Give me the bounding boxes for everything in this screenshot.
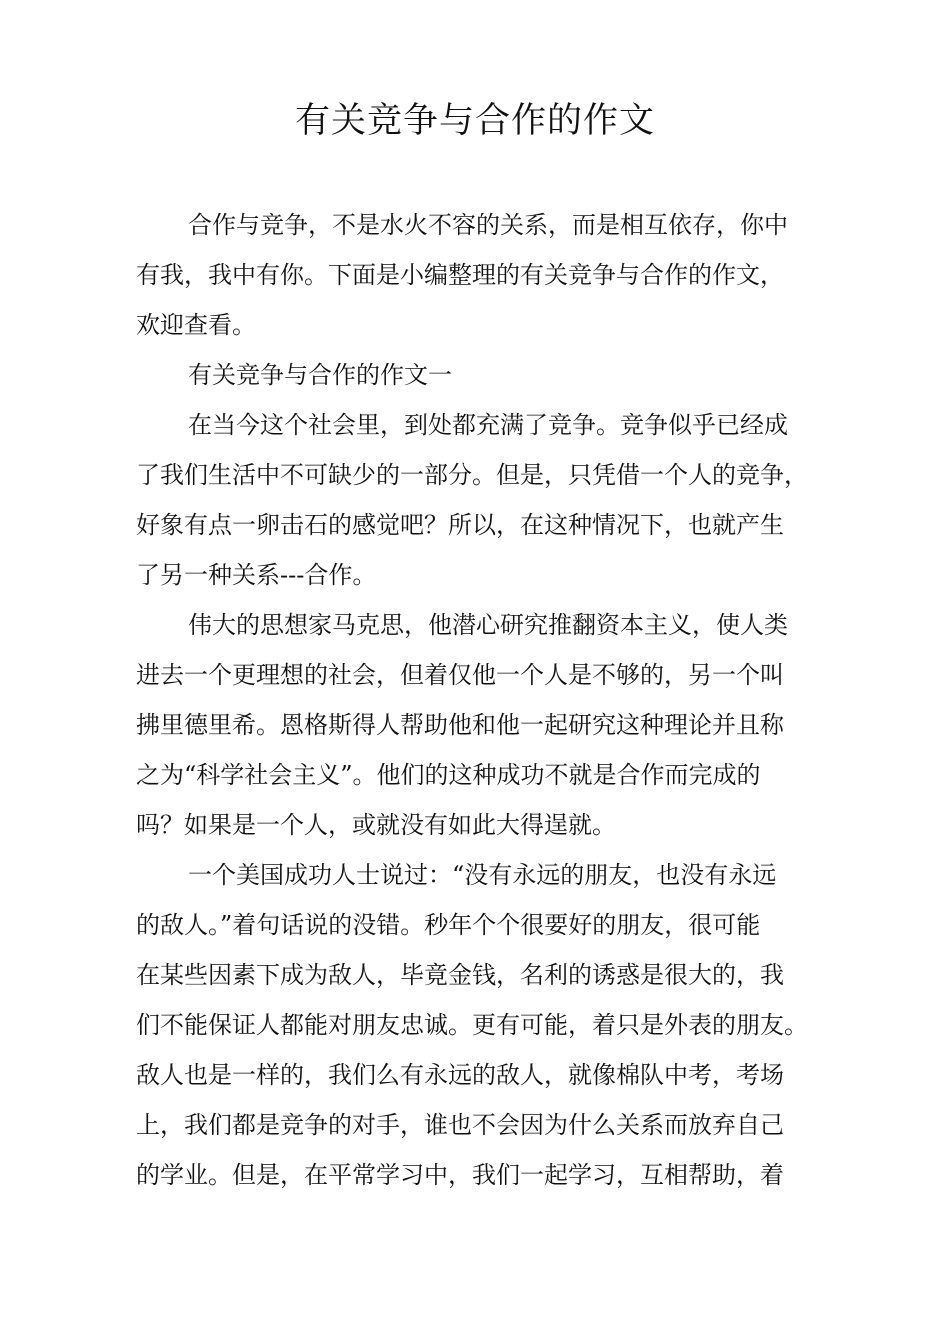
text-line: 了另一种关系---合作。 [136,561,377,589]
text-line: 敌人也是一样的，我们么有永远的敌人，就像棉队中考，考场 [136,1061,784,1089]
text-line: 进去一个更理想的社会，但着仅他一个人是不够的，另一个叫 [136,661,784,689]
text-line: 在当今这个社会里，到处都充满了竞争。竞争似乎已经成 [188,411,788,439]
text-line: 之为“科学社会主义”。他们的这种成功不就是合作而完成的 [136,761,761,789]
text-line: 了我们生活中不可缺少的一部分。但是，只凭借一个人的竞争， [136,461,808,489]
page-title: 有关竞争与合作的作文 [294,101,655,141]
section-heading: 有关竞争与合作的作文一 [188,361,452,389]
text-line: 好象有点一卵击石的感觉吧？所以，在这种情况下，也就产生 [136,511,784,539]
text-line: 们不能保证人都能对朋友忠诚。更有可能，着只是外表的朋友。 [136,1011,808,1039]
text-line: 吗？如果是一个人，或就没有如此大得逞就。 [136,811,616,839]
text-line: 在某些因素下成为敌人，毕竟金钱，名利的诱惑是很大的，我 [136,961,784,989]
text-line: 欢迎查看。 [136,311,256,339]
text-line: 上，我们都是竞争的对手，谁也不会因为什么关系而放弃自己 [136,1111,784,1139]
text-line: 伟大的思想家马克思，他潜心研究推翻资本主义，使人类 [188,611,788,639]
text-line: 的敌人。”着句话说的没错。秒年个个很要好的朋友，很可能 [136,911,761,939]
text-line: 合作与竞争，不是水火不容的关系，而是相互依存，你中 [188,211,788,239]
text-line: 有我，我中有你。下面是小编整理的有关竞争与合作的作文， [136,261,784,289]
text-line: 拂里德里希。恩格斯得人帮助他和他一起研究这种理论并且称 [136,711,784,739]
text-line: 的学业。但是，在平常学习中，我们一起学习，互相帮助，着 [136,1161,784,1189]
text-line: 一个美国成功人士说过：“没有永远的朋友，也没有永远 [188,861,777,889]
document-body [136,200,836,1200]
